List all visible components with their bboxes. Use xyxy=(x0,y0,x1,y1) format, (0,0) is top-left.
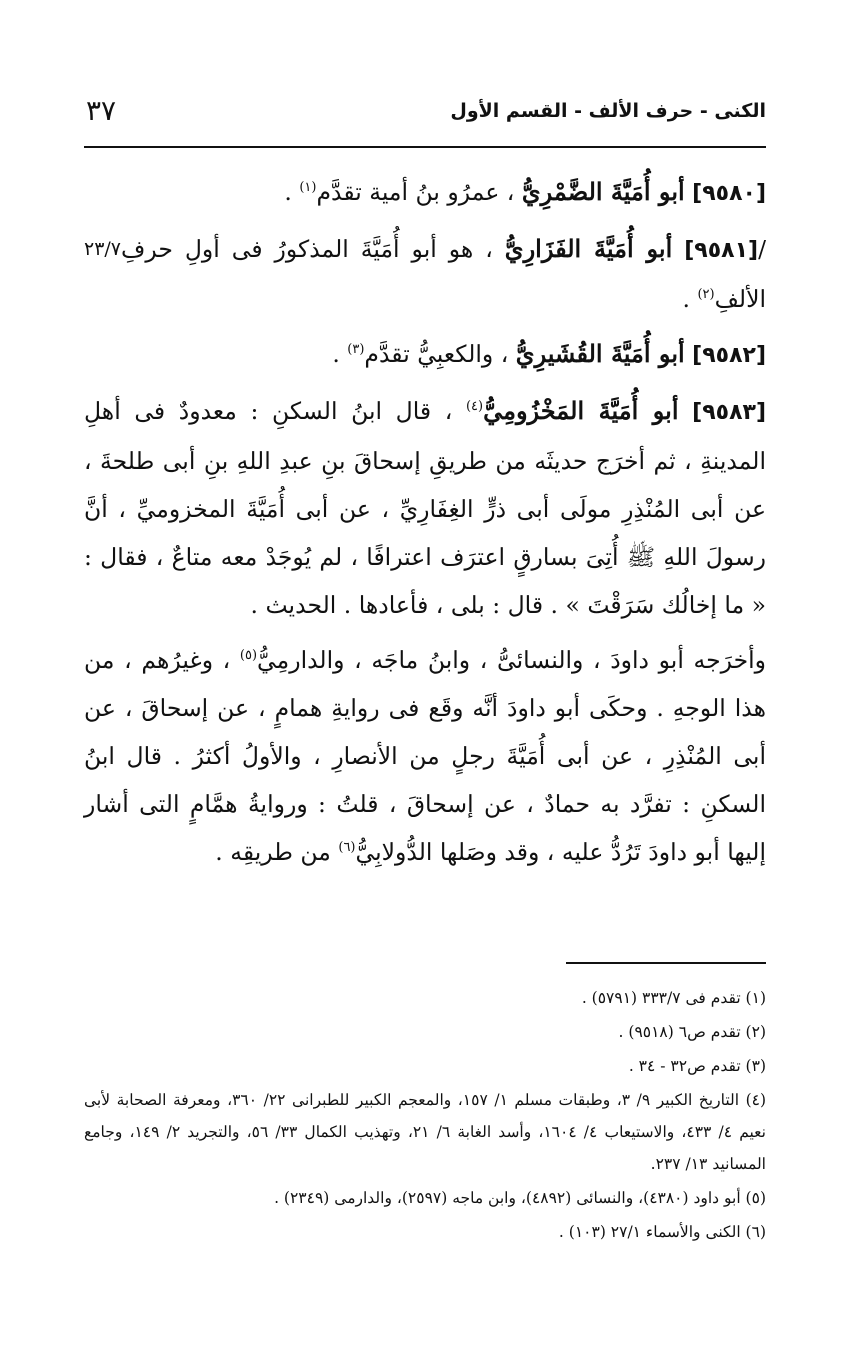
entry-name: أبو أُمَيَّةَ الضَّمْرِيُّ xyxy=(521,177,685,206)
main-text xyxy=(84,168,766,883)
paragraph-text-2: ، وغيرُهم ، من هذا الوجهِ . وحكَى أبو داودَ أنَّه وقَع فى روايةِ همامٍ ، عن إسحاقَ ، عن أبى المُنْذِرِ ، عن أبى أُمَيَّةَ رجلٍ من الأنصارِ ، والأولُ أكثرُ . قال ابنُ السكنِ : تفرَّد به حمادٌ ، عن إسحاقَ ، قلتُ : وروايةُ همَّامٍ التى أشار إليها أبو داودَ تَرُدُّ عليه ، وقد وصَلها الدُّولابِيُّ xyxy=(84,646,766,866)
running-title: الكنى - حرف الألف - القسم الأول xyxy=(450,100,766,122)
footnote-ref: (٣) xyxy=(347,342,365,358)
page-break-marker: / xyxy=(758,235,766,263)
entry-text-end: . xyxy=(682,285,698,313)
footnote-rule xyxy=(566,962,766,964)
entry-name: أبو أُمَيَّةَ القُشَيرِيُّ xyxy=(515,339,685,368)
footnote: (٢) تقدم ص٦ (٩٥١٨) . xyxy=(618,1023,766,1041)
footnote: (٣) تقدم ص٣٢ - ٣٤ . xyxy=(628,1057,766,1075)
entry-text: ، والكعبِيُّ تقدَّم xyxy=(364,340,509,368)
header-rule xyxy=(84,146,766,148)
page-header xyxy=(86,94,766,136)
footnote-ref: (١) xyxy=(299,180,317,196)
paragraph-text-1: وأخرَجه أبو داودَ ، والنسائىُّ ، وابنُ ماجَه ، والدارمِيُّ xyxy=(257,646,766,674)
entry-text: ، عمرُو بنُ أمية تقدَّم xyxy=(316,178,515,206)
entry-text: ، هو أبو أُمَيَّةَ المذكورُ فى أولِ حرفِ الألفِ xyxy=(121,235,766,313)
paragraph-text-3: من طريقِه . xyxy=(215,838,339,866)
entry-text-end: . xyxy=(332,340,348,368)
entry-number: [٩٥٨٣] xyxy=(692,400,766,425)
entry-number: [٩٥٨١] xyxy=(684,238,759,263)
footnote: (٦) الكنى والأسماء ٢٧/١ (١٠٣) . xyxy=(558,1223,766,1241)
footnote: (١) تقدم فى ٣٣٣/٧ (٥٧٩١) . xyxy=(581,989,766,1007)
entry-9581 xyxy=(84,225,766,323)
entry-9582 xyxy=(84,330,766,380)
entry-number: [٩٥٨٠] xyxy=(692,181,766,206)
entry-text-end: . xyxy=(284,178,300,206)
entry-name: أبو أُمَيَّةَ المَخْزُومِيُّ xyxy=(483,396,679,425)
margin-volume-ref: ٢٣/٧ xyxy=(84,238,122,260)
footnote-ref: (٤) xyxy=(465,399,484,415)
entry-name: أبو أُمَيَّةَ الفَزَارِيُّ xyxy=(504,234,673,263)
footnote: (٥) أبو داود (٤٣٨٠)، والنسائى (٤٨٩٢)، وابن ماجه (٢٥٩٧)، والدارمى (٢٣٤٩) . xyxy=(274,1189,766,1207)
footnote: (٤) التاريخ الكبير ٩/ ٣، وطبقات مسلم ١/ ١٥٧، والمعجم الكبير للطبرانى ٢٢/ ٣٦٠، ومعرفة الصحابة لأبى نعيم ٤/ ٤٣٣، والاستيعاب ٤/ ١٦٠٤، وأسد الغابة ٦/ ٢١، وتهذيب الكمال ٣٣/ ٥٦، والتجريد ٢/ ١٤٩، وجامع المسانيد ١٣/ ٢٣٧. xyxy=(84,1091,767,1173)
page-number: ٣٧ xyxy=(86,94,117,127)
commentary-paragraph xyxy=(84,636,766,876)
entry-text: ، قال ابنُ السكنِ : معدودٌ فى أهلِ المدينةِ ، ثم أخرَج حديثَه من طريقِ إسحاقَ بنِ عبدِ اللهِ بنِ أبى طلحةَ ، عن أبى المُنْذِرِ مولَى أبى ذرٍّ الغِفَارِيِّ ، عن أبى أُمَيَّةَ المخزوميِّ ، أنَّ رسولَ اللهِ ﷺ أُتِىَ بسارقٍ اعترَف اعترافًا ، لم يُوجَدْ معه متاعٌ ، فقال : « ما إخالُك سَرَقْتَ » . قال : بلى ، فأعادها . الحديث . xyxy=(84,397,766,619)
entry-9583 xyxy=(84,387,766,629)
footnote-ref: (٥) xyxy=(239,648,258,664)
footnotes xyxy=(84,982,766,1250)
footnote-ref: (٦) xyxy=(338,840,356,856)
footnote-ref: (٢) xyxy=(697,287,715,303)
entry-number: [٩٥٨٢] xyxy=(692,343,766,368)
entry-9580 xyxy=(84,168,766,218)
